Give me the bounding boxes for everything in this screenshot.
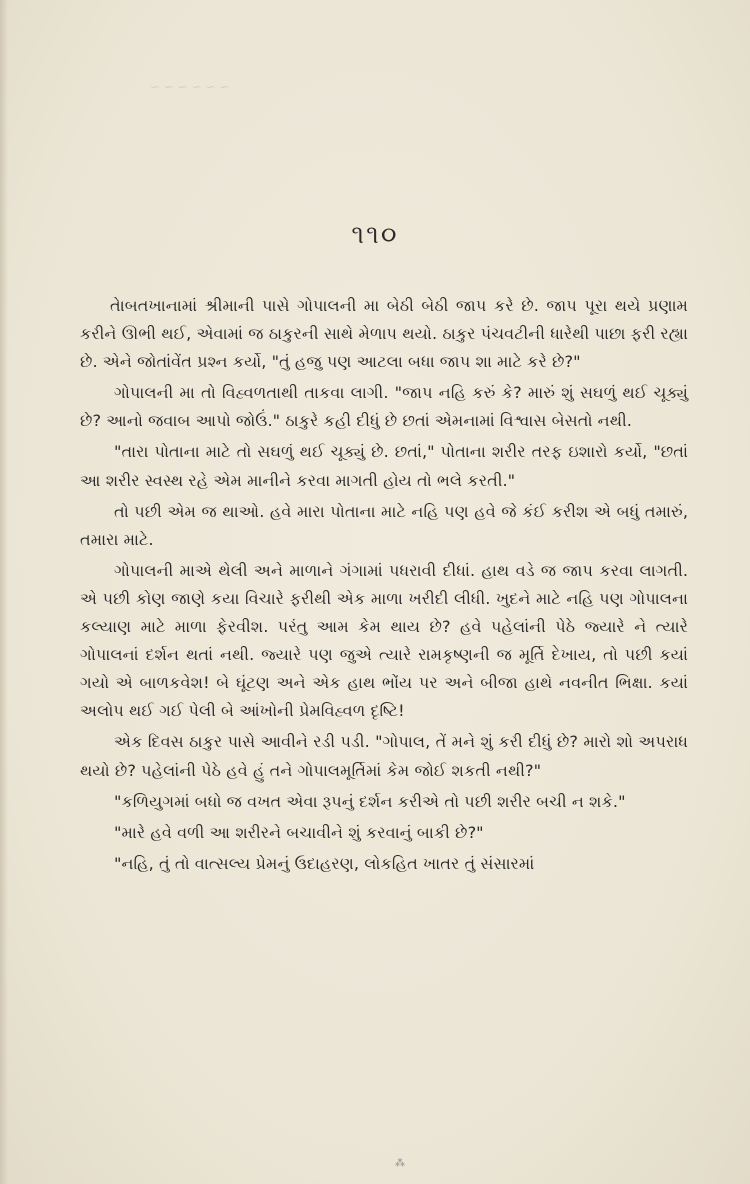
footer-ornament: ⁂	[395, 1158, 405, 1169]
paragraph-9: "નહિ, તું તો વાત્સલ્ય પ્રેમનું ઉદાહરણ, લોકહિત ખાતર તું સંસારમાં	[114, 853, 535, 873]
page-number: ૧૧૦	[351, 220, 399, 250]
paragraph-5: ગોપાલની માએ થેલી અને માળાને ગંગામાં પધરાવી દીધાં. હાથ વડે જ જાપ કરવા લાગતી. એ પછી કોણ જાણે કયા વિચારે ફરીથી એક માળા ખરીદી લીધી. ખુદને માટે નહિ પણ ગોપાલના કલ્યાણ માટે માળા ફેરવીશ. પરંતુ આમ કેમ થાય છે? હવે પહેલાંની પેઠે જ્યારે ને ત્યારે ગોપાલનાં દર્શન થતાં નથી. જ્યારે પણ જુએ ત્યારે રામકૃષ્ણની જ મૂર્તિ દેખાય, તો પછી કયાં ગયો એ બાળકવેશ! બે ઘૂંટણ અને એક હાથ ભોંય પર અને બીજા હાથે નવનીત ભિક્ષા. કયાં અલોપ થઈ ગઈ પેલી બે આંખોની પ્રેમવિહ્વળ દૃષ્ટિ!	[80, 560, 688, 721]
paragraph-4: તો પછી એમ જ થાઓ. હવે મારા પોતાના માટે નહિ પણ હવે જે કંઈ કરીશ એ બધું તમારું, તમારા માટે.	[80, 501, 688, 549]
paragraph-3: "તારા પોતાના માટે તો સઘળું થઈ ચૂક્યું છે. છતાં," પોતાના શરીર તરફ ઇશારો કર્યો, "છતાં આ શરીર સ્વસ્થ રહે એમ માનીને કરવા માગતી હોય તો ભલે કરતી."	[80, 442, 688, 490]
page-binding-shadow	[0, 0, 8, 1184]
paragraph-8: "મારે હવે વળી આ શરીરને બચાવીને શું કરવાનું બાકી છે?"	[114, 822, 484, 842]
paragraph-2: ગોપાલની મા તો વિહ્વળતાથી તાકવા લાગી. "જાપ નહિ કરું કે? મારું શું સઘળું થઈ ચૂક્યું છે? આનો જવાબ આપો જોઉં." ઠાકુરે કહી દીધું છે છતાં એમનામાં વિશ્વાસ બેસતો નથી.	[80, 383, 688, 431]
paragraph-7: "કળિયુગમાં બધો જ વખત એવા રૂપનું દર્શન કરીએ તો પછી શરીર બચી ન શકે."	[114, 791, 626, 811]
bleed-through-text: ~ ~ ~ ~ ~ ~	[150, 80, 230, 94]
body-text	[80, 292, 688, 881]
paragraph-1: તેાબતખાનામાં શ્રીમાની પાસે ગોપાલની મા બેઠી બેઠી જાપ કરે છે. જાપ પૂરા થયે પ્રણામ કરીને ઊભી થઈ, એવામાં જ ઠાકુરની સાથે મેળાપ થયો. ઠાકુર પંચવટીની ધારેથી પાછા ફરી રહ્યા છે. એને જોતાંવેંત પ્રશ્ન કર્યો, "તું હજુ પણ આટલા બધા જાપ શા માટે કરે છે?"	[80, 296, 688, 372]
paragraph-6: એક દિવસ ઠાકુર પાસે આવીને રડી પડી. "ગોપાલ, તેં મને શું કરી દીધું છે? મારો શો અપરાધ થયો છે? પહેલાંની પેઠે હવે હું તને ગોપાલમૂર્તિમાં કેમ જોઈ શકતી નથી?"	[80, 732, 688, 780]
